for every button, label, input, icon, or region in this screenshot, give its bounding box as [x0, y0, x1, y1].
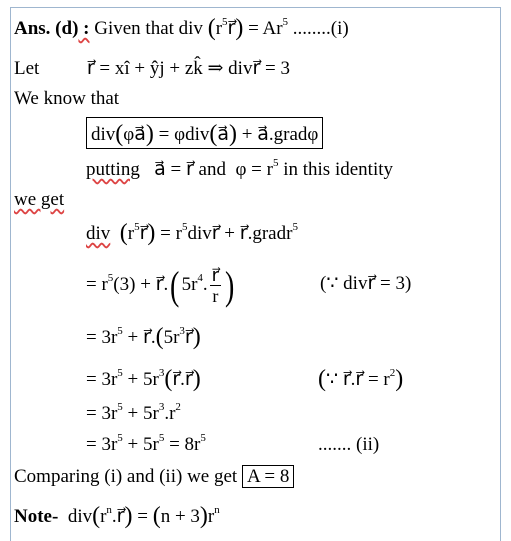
- step-3-note: (∵ r⃗.r⃗ = $r^2$): [318, 366, 404, 392]
- note-label: Note-: [14, 506, 59, 527]
- answer-label: Ans. (d) :: [14, 18, 90, 39]
- let-line: Let r⃗ = xî + ŷj + zk̂ ⇒ divr⃗ = 3: [14, 58, 290, 79]
- we-get-line: we get: [14, 189, 65, 210]
- step-2-line: = $3r^5$ + $r⃗.(5r^3r⃗)$: [86, 324, 201, 350]
- step-5-ref: ....... (ii): [318, 434, 380, 455]
- div-line: div $(r^5r⃗)$ = $r^5divr⃗$ + r⃗.gradr$^5$: [86, 220, 298, 246]
- we-know-line: We know that: [14, 88, 120, 109]
- step-1-note: (∵ divr⃗ = 3): [320, 273, 412, 294]
- identity-box: div(φa⃗) = φdiv(a⃗) + a⃗.gradφ: [86, 117, 323, 149]
- answer-line: Ans. (d) : Given that div $(r^5r⃗) = Ar^5$ ........(i): [14, 15, 349, 41]
- comparing-line: Comparing (i) and (ii) we get A = 8: [14, 465, 294, 489]
- step-3-line: = $3r^5$ + $5r^3(r⃗.r⃗)$: [86, 366, 201, 392]
- putting-line: putting a⃗ = r⃗ and $\varphi = r^5$ in this identity: [86, 157, 393, 180]
- result-box: A = 8: [242, 465, 294, 488]
- step-4-line: = $3r^5 + 5r^3.r^2$: [86, 401, 181, 424]
- step-5-line: = $3r^5 + 5r^5 = 8r^5$: [86, 432, 206, 455]
- step-1-line: = $r^5(3)$ + r⃗.( $5r^4$. $\frac{r⃗}{r}$ ): [86, 262, 235, 308]
- note-line: Note- $div(r^n.r⃗) = (n + 3)r^n$: [14, 503, 220, 529]
